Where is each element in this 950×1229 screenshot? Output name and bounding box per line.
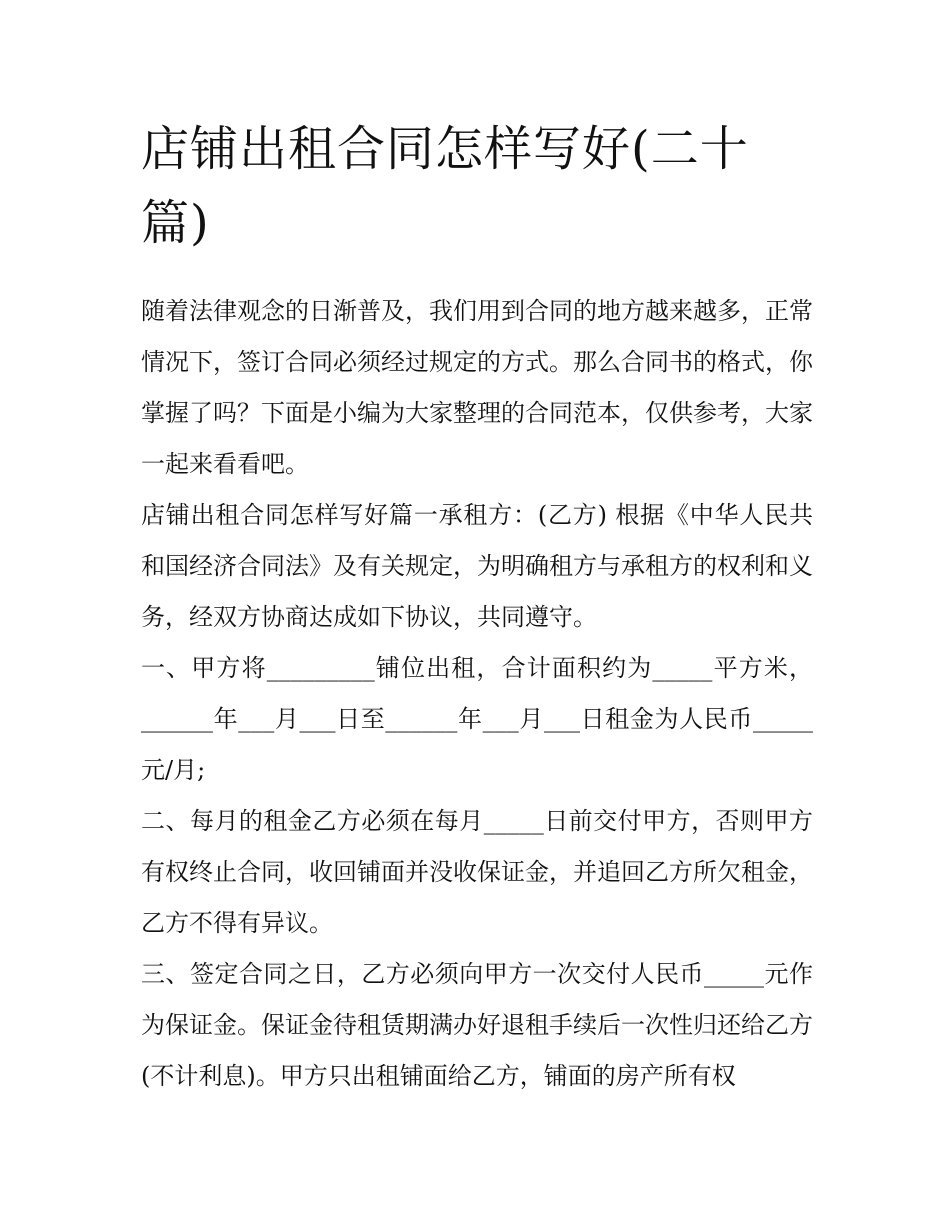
contract-preamble-paragraph: 店铺出租合同怎样写好篇一承租方：(乙方) 根据《中华人民共和国经济合同法》及有关规定，为明确租方与承租方的权利和义务，经双方协商达成如下协议，共同遵守。 <box>141 501 813 631</box>
clause-3-paragraph: 三、签定合同之日，乙方必须向甲方一次交付人民币_____元作为保证金。保证金待租赁期满办好退租手续后一次性归还给乙方(不计利息)。甲方只出租铺面给乙方，铺面的房产所有权 <box>141 960 813 1090</box>
clause-1-paragraph: 一、甲方将_________铺位出租，合计面积约为_____平方米，______年___月___日至______年___月___日租金为人民币_____元/月; <box>141 654 813 784</box>
document-page <box>141 112 813 1102</box>
document-title: 店铺出租合同怎样写好(二十篇) <box>141 121 749 251</box>
clause-2-paragraph: 二、每月的租金乙方必须在每月_____日前交付甲方，否则甲方有权终止合同，收回铺面并没收保证金，并追回乙方所欠租金，乙方不得有异议。 <box>141 807 813 937</box>
intro-paragraph: 随着法律观念的日渐普及，我们用到合同的地方越来越多，正常情况下，签订合同必须经过规定的方式。那么合同书的格式，你掌握了吗？下面是小编为大家整理的合同范本，仅供参考，大家一起来看看吧。 <box>141 297 813 478</box>
